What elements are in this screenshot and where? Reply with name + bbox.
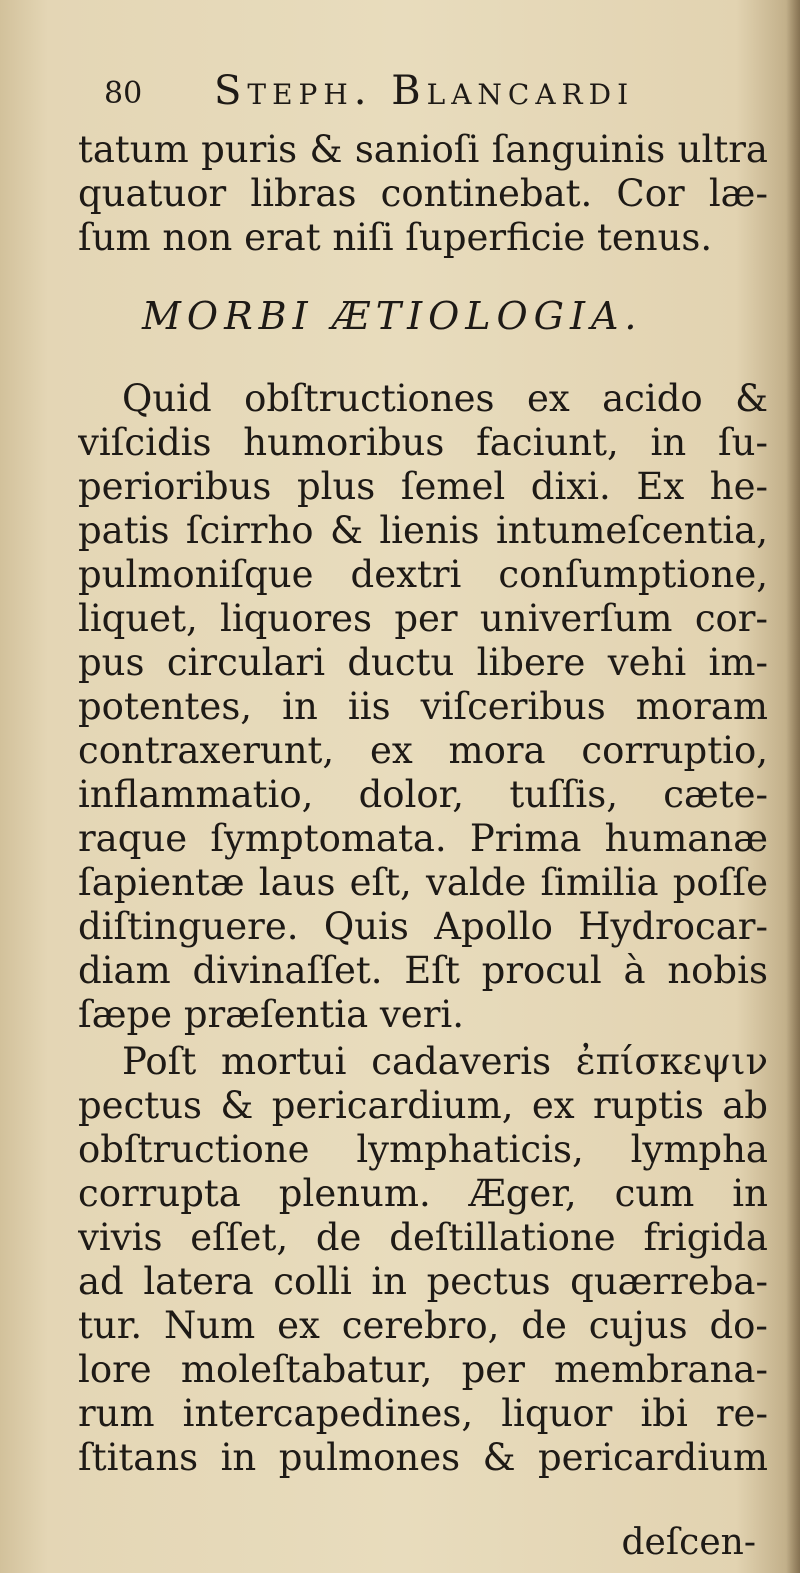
word: conſumptione,	[498, 553, 768, 596]
word: ſcirrho	[185, 509, 314, 552]
word: per	[394, 597, 458, 640]
text-line	[78, 553, 768, 597]
word: laus	[258, 861, 336, 904]
word: ſimilia	[540, 861, 659, 904]
word: pulmones	[278, 1436, 461, 1479]
word: eſſet,	[190, 1216, 289, 1259]
word: rum	[78, 1392, 155, 1435]
word: raque	[78, 817, 188, 860]
word: ex	[531, 1084, 575, 1127]
word: re-	[715, 1392, 768, 1435]
word: ab	[722, 1084, 768, 1127]
word: mortui	[220, 1040, 347, 1083]
word: do-	[709, 1304, 768, 1347]
text-line: ſum non erat niſi ſuperficie tenus.	[78, 216, 713, 259]
word: inflammatio,	[78, 773, 314, 816]
word: &	[309, 128, 343, 171]
word: in	[282, 685, 318, 728]
paragraph-2	[78, 1040, 768, 1480]
word: vivis	[78, 1216, 163, 1259]
text-line	[78, 509, 768, 553]
word: pulmoniſque	[78, 553, 314, 596]
word: liquor	[501, 1392, 613, 1435]
word: cum	[614, 1172, 695, 1215]
word: in	[220, 1436, 257, 1479]
page-header	[104, 68, 724, 128]
word: liquores	[220, 597, 373, 640]
word: quærreba-	[570, 1260, 768, 1303]
text-line	[78, 1040, 768, 1084]
text-line	[78, 172, 768, 216]
word: tur.	[78, 1304, 143, 1347]
word: quatuor	[78, 172, 227, 215]
word: viſcidis	[78, 421, 212, 464]
text-line	[78, 905, 768, 949]
word: Quis	[323, 905, 409, 948]
word: univerſum	[479, 597, 673, 640]
word: pericardium,	[271, 1084, 514, 1127]
word: valde	[425, 861, 527, 904]
word: dolor,	[358, 773, 465, 816]
word: he-	[709, 465, 768, 508]
word: plenum.	[278, 1172, 431, 1215]
catchword: deſcen-	[621, 1522, 756, 1563]
word: membrana-	[554, 1348, 768, 1391]
word: iis	[347, 685, 391, 728]
text-line	[78, 421, 768, 465]
word: Quid	[122, 377, 212, 420]
paragraph-1	[78, 377, 768, 1037]
word: continebat.	[380, 172, 593, 215]
word: corruptio,	[581, 729, 768, 772]
word: deſtillatione	[389, 1216, 616, 1259]
top-text-block	[78, 128, 768, 260]
word: pericardium	[537, 1436, 768, 1479]
word: lympha	[630, 1128, 768, 1171]
word: obſtructiones	[244, 377, 495, 420]
word: humanæ	[604, 817, 768, 860]
word: procul	[481, 949, 602, 992]
word: de	[521, 1304, 567, 1347]
word: plus	[296, 465, 376, 508]
word: ibi	[640, 1392, 688, 1435]
text-line	[78, 1084, 768, 1128]
word: Eſt	[404, 949, 460, 992]
word: in	[732, 1172, 768, 1215]
word: frigida	[643, 1216, 768, 1259]
word: intumeſcentia,	[495, 509, 768, 552]
word: ἐπίσκεψιν	[575, 1040, 768, 1083]
text-line	[78, 685, 768, 729]
word: colli	[273, 1260, 352, 1303]
word: ultra	[677, 128, 768, 171]
word: in	[650, 421, 687, 464]
text-line	[78, 1392, 768, 1436]
word: lienis	[379, 509, 480, 552]
word: moram	[635, 685, 768, 728]
page-number: 80	[104, 76, 143, 111]
word: tuſſis,	[509, 773, 618, 816]
word: potentes,	[78, 685, 253, 728]
word: læ-	[708, 172, 768, 215]
word: dixi.	[530, 465, 611, 508]
word: ex	[526, 377, 570, 420]
word: Cor	[616, 172, 685, 215]
word: Poſt	[122, 1040, 197, 1083]
text-line	[78, 1304, 768, 1348]
word: libere	[476, 641, 586, 684]
word: ex	[277, 1304, 320, 1347]
text-line: ſæpe præſentia veri.	[78, 993, 464, 1036]
word: pectus	[78, 1084, 202, 1127]
word: eſt,	[349, 861, 412, 904]
word: divinaſſet.	[192, 949, 383, 992]
text-line	[78, 1260, 768, 1304]
text-line	[78, 817, 768, 861]
word: &	[482, 1436, 516, 1479]
word: ſemel	[400, 465, 506, 508]
text-line	[78, 377, 768, 421]
word: ſtitans	[78, 1436, 199, 1479]
word: acido	[602, 377, 703, 420]
word: Prima	[469, 817, 582, 860]
text-line	[78, 861, 768, 905]
word: libras	[250, 172, 357, 215]
word: perioribus	[78, 465, 272, 508]
word: liquet,	[78, 597, 198, 640]
word: cerebro,	[341, 1304, 500, 1347]
word: tatum	[78, 128, 189, 171]
word: diſtinguere.	[78, 905, 299, 948]
word: intercapedines,	[182, 1392, 474, 1435]
word: ſanguinis	[491, 128, 666, 171]
word: ſymptomata.	[210, 817, 447, 860]
word: in	[371, 1260, 408, 1303]
text-line	[78, 641, 768, 685]
text-line	[78, 949, 768, 993]
word: latera	[143, 1260, 254, 1303]
word: patis	[78, 509, 170, 552]
word: Apollo	[434, 905, 553, 948]
word: dextri	[350, 553, 462, 596]
word: viſceribus	[420, 685, 606, 728]
word: obſtructione	[78, 1128, 310, 1171]
word: cor-	[694, 597, 768, 640]
text-line	[78, 1216, 768, 1260]
text-line	[78, 1436, 768, 1480]
word: &	[735, 377, 768, 420]
word: Æger,	[468, 1172, 577, 1215]
word: ruptis	[592, 1084, 704, 1127]
text-line	[78, 465, 768, 509]
text-line	[78, 597, 768, 641]
word: contraxerunt,	[78, 729, 335, 772]
word: Ex	[636, 465, 685, 508]
word: &	[220, 1084, 254, 1127]
word: circulari	[166, 641, 326, 684]
word: Num	[163, 1304, 256, 1347]
word: lore	[78, 1348, 152, 1391]
word: Hydrocar-	[578, 905, 768, 948]
word: im-	[708, 641, 768, 684]
word: nobis	[667, 949, 768, 992]
word: faciunt,	[476, 421, 619, 464]
section-heading: MORBI ÆTIOLOGIA.	[142, 294, 643, 338]
word: vehi	[607, 641, 687, 684]
word: pectus	[426, 1260, 551, 1303]
word: puris	[201, 128, 298, 171]
word: ſapientæ	[78, 861, 245, 904]
text-line	[78, 729, 768, 773]
word: ex	[369, 729, 413, 772]
running-title: Steph. Blancardi	[214, 68, 635, 114]
word: cujus	[588, 1304, 688, 1347]
word: pus	[78, 641, 145, 684]
word: poſſe	[672, 861, 768, 904]
word: ſu-	[717, 421, 768, 464]
text-line	[78, 128, 768, 172]
word: diam	[78, 949, 171, 992]
word: mora	[448, 729, 546, 772]
word: humoribus	[243, 421, 445, 464]
word: &	[329, 509, 363, 552]
word: cadaveris	[371, 1040, 552, 1083]
word: sanioſi	[354, 128, 480, 171]
word: à	[623, 949, 646, 992]
text-line	[78, 1348, 768, 1392]
word: cæte-	[663, 773, 768, 816]
text-line	[78, 1172, 768, 1216]
word: lymphaticis,	[356, 1128, 584, 1171]
word: ad	[78, 1260, 124, 1303]
text-line	[78, 1128, 768, 1172]
word: per	[461, 1348, 525, 1391]
word: moleſtabatur,	[180, 1348, 433, 1391]
word: corrupta	[78, 1172, 241, 1215]
text-line	[78, 773, 768, 817]
word: ductu	[347, 641, 455, 684]
word: de	[315, 1216, 362, 1259]
